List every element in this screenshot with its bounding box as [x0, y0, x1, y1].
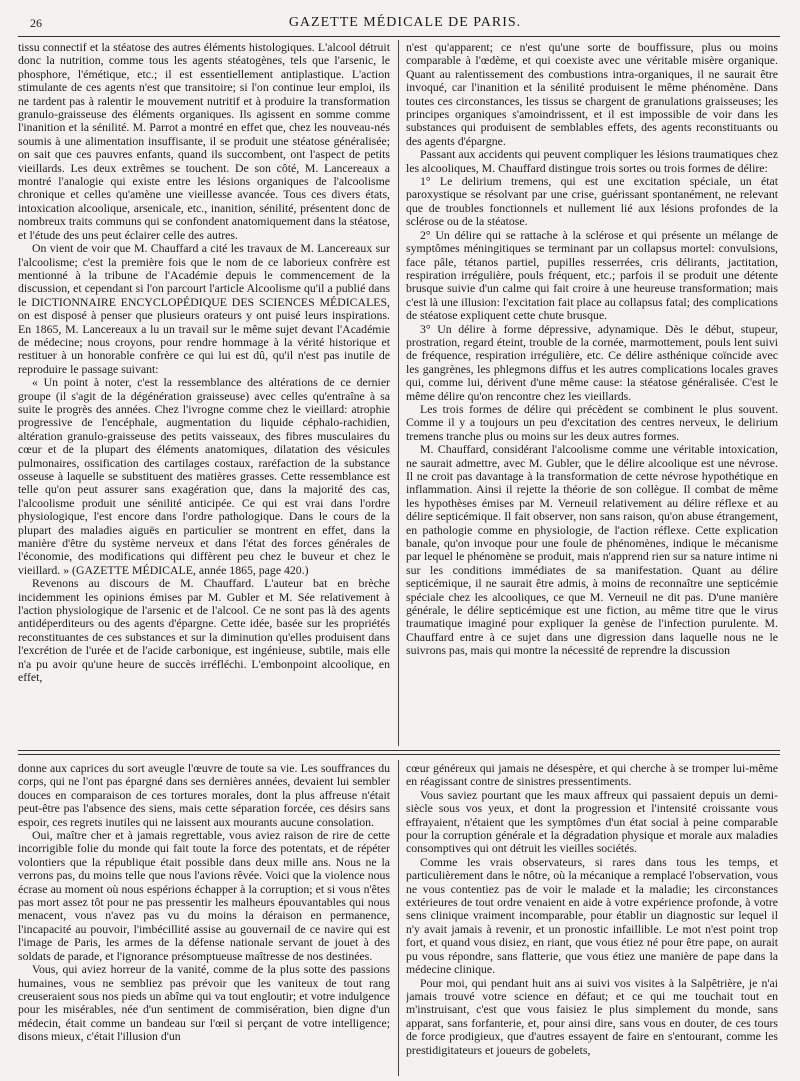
- lower-column-divider: [398, 760, 399, 1076]
- lower-left-column: [18, 762, 390, 1074]
- paragraph: Revenons au discours de M. Chauffard. L'auteur bat en brèche incidemment les opinions émises par M. Gubler et M. Sée relativement à l'action physiologique de l'arsenic et de l'alcool. Ce ne sont pas là des agents antidéperditeurs ou des agents d'épargne. Cette idée, basée sur les propriétés reconstituantes de ces substances et sur la diminution qu'elles produisent dans l'excrétion de l'urée et de l'acide carbonique, est ingénieuse, subtile, mais elle n'a pu avoir qu'une heure de succès irréfléchi. L'embonpoint alcoolique, en effet,: [18, 576, 390, 685]
- paragraph: Vous, qui aviez horreur de la vanité, comme de la plus sotte des passions humaines, vous ne sembliez pas prévoir que les vaniteux de tout rang creuseraient sous nos pieds un abîme qui va tout engloutir; et votre indulgence pour les misérables, née d'un sentiment de commisération, bien digne d'un médecin, était comme un bandeau sur l'œil si perçant de votre intelligence; disons mieux, c'était l'illusion d'un: [18, 962, 390, 1044]
- paragraph: Oui, maître cher et à jamais regrettable, vous aviez raison de rire de cette incorrigible folie du monde qui fait toute la force des potentats, et de répéter volontiers que la république était possible dans deux mille ans. Nous ne la verrons pas, du moins telle que nous l'avions rêvée. Voici que la violence nous écrase au moment où nous espérions échapper à la corruption; et si vous n'êtes pas mort assez tôt pour ne pas pressentir les malheurs épouvantables qui nous menacent, vous n'avez pas vu du moins la déraison en permanence, l'incapacité au pouvoir, l'imbécillité assise au gouvernail de ce navire qui est l'image de Paris, les armes de la défense nationale servant de jouet à des soldats de parade, et l'ignorance présomptueuse maîtresse de nos destinées.: [18, 828, 390, 963]
- upper-left-column: [18, 41, 390, 743]
- paragraph: cœur généreux qui jamais ne désespère, et qui cherche à se tromper lui-même en réagissant contre de sinistres pressentiments.: [406, 762, 778, 789]
- list-item-paragraph: 3° Un délire à forme dépressive, adynamique. Dès le début, stupeur, prostration, regard éteint, trouble de la cornée, marmottement, pouls lent suivi de fréquence, respiration irrégulière, etc. Ce délire asthénique coïncide avec les gangrènes, les phlegmons diffus et les autres complications locales graves qui, comme lui, dérivent d'une même cause: la stéatose généralisée. C'est le même délire qu'on rencontre chez les vieillards.: [406, 321, 778, 403]
- paragraph: Vous saviez pourtant que les maux affreux qui passaient depuis un demi-siècle sous vos yeux, et dont la progression et l'intensité croissante vous effrayaient, n'étaient que les symptômes d'un état social à peine comparable pour la corruption générale et la dégradation physique et morale aux maladies consomptives qui ont détruit les vieilles sociétés.: [406, 787, 778, 856]
- section-separator-top: [18, 750, 780, 751]
- paragraph: Pour moi, qui pendant huit ans ai suivi vos visites à la Salpêtrière, je n'ai jamais trouvé votre science en défaut; et ce qui me touchait tout en m'instruisant, c'est que vous faisiez le plus simplement du monde, sans apparat, sans forfanterie, et, pour ainsi dire, sans vous en douter, de ces tours de force prodigieux, que d'autres essayent de faire en s'entourant, comme les prestidigitateurs et joueurs de gobelets,: [406, 975, 778, 1057]
- paragraph: Les trois formes de délire qui précèdent se combinent le plus souvent. Comme il y a toujours un peu d'excitation des centres nerveux, le delirium tremens tranche plus ou moins sur les deux autres formes.: [406, 401, 778, 443]
- upper-right-column: [406, 41, 778, 743]
- paragraph: Comme les vrais observateurs, si rares dans tous les temps, et particulièrement dans le nôtre, où la mécanique a remplacé l'observation, vous ne vous contentiez pas de voir le malade et la maladie; les circonstances extérieures de tout ordre venaient en aide à votre expérience profonde, à votre sens clinique vraiment incomparable, pour établir un diagnostic sur lequel il n'y avait jamais à revenir, et un pronostic infaillible. Le mot n'est point trop fort, et quand vous disiez, en riant, que vous étiez né pour être pape, on aurait pu vous répondre, sans flatterie, que vous étiez une manière de pape dans la médecine clinique.: [406, 854, 778, 977]
- page-header: [30, 12, 780, 34]
- upper-column-divider: [398, 40, 399, 746]
- paragraph: Passant aux accidents qui peuvent compliquer les lésions traumatiques chez les alcooliques, M. Chauffard distingue trois sortes ou trois formes de délire:: [406, 147, 778, 175]
- section-separator-bottom: [18, 754, 780, 755]
- paragraph: On vient de voir que M. Chauffard a cité les travaux de M. Lancereaux sur l'alcoolisme; c'est la première fois que le nom de ce laborieux confrère est mentionné à la tribune de l'Académie depuis le commencement de la discussion, et cependant si l'on parcourt l'article Alcoolisme qu'il a publié dans le DICTIONNAIRE ENCYCLOPÉDIQUE DES SCIENCES MÉDICALES, on est disposé à penser que plusieurs orateurs y ont puisé leurs inspirations. En 1865, M. Lancereaux a lu un travail sur le même sujet devant l'Académie de médecine; nous croyons, pour rendre hommage à la vérité historique et restituer à un honorable confrère ce qui lui est dû, qu'il n'est pas inutile de reproduire le passage suivant:: [18, 241, 390, 376]
- journal-title: GAZETTE MÉDICALE DE PARIS.: [288, 15, 522, 30]
- paragraph: n'est qu'apparent; ce n'est qu'une sorte de bouffissure, plus ou moins comparable à l'œdème, et qui coexiste avec une véritable misère organique. Quant au ralentissement des combustions intra-organiques, il ne saurait être invoqué, car l'inanition et la sénilité produisent le même phénomène. Dans toutes ces circonstances, les tissus se chargent de granulations graisseuses; les principes organiques s'amoindrissent, et il est impossible de voir dans les substances qui produisent de semblables effets, des agents reconstituants ou des agents d'épargne.: [406, 41, 778, 148]
- paragraph: tissu connectif et la stéatose des autres éléments histologiques. L'alcool détruit donc la nutrition, comme tous les agents stéatogènes, tels que l'arsenic, le phosphore, l'émétique, etc.; il est essentiellement antiplastique. L'action stimulante de ces agents n'est que transitoire; si l'on continue leur emploi, ils ne tardent pas à ralentir le mouvement nutritif et à produire la transformation granulo-graisseuse des éléments organiques. Ils agissent en somme comme l'inanition et la sénilité. M. Parrot a montré en effet que, chez les nouveau-nés soumis à une alimentation insuffisante, il se produit une stéatose généralisée; on sait que ces pauvres enfants, quand ils succombent, ont l'aspect de petits vieillards. Les deux extrêmes se touchent. De son côté, M. Lancereaux a montré l'analogie qui existe entre les lésions organiques de l'alcoolisme chronique et celles qu'amène une vieillesse avancée. Tous ces divers états, intoxication alcoolique, arsenicale, etc., inanition, sénilité, présentent donc de nombreux traits communs qui se confondent anatomiquement dans la stéatose, et l'étude des uns peut éclairer celle des autres.: [18, 41, 390, 242]
- header-rule: [18, 36, 780, 37]
- page-number: 26: [30, 16, 42, 30]
- paragraph: donne aux caprices du sort aveugle l'œuvre de toute sa vie. Les souffrances du corps, qui ne l'ont pas épargné dans ses dernières années, devaient lui sembler douces en comparaison de ces tortures morales, dont la plus affreuse n'était peut-être pas l'absence des siens, mais cette séparation forcée, ces désirs sans espoir, ces regrets inutiles qui ne laissent aux mourants aucune consolation.: [18, 762, 390, 829]
- list-item-paragraph: 1° Le delirium tremens, qui est une excitation spéciale, un état paroxystique se résolvant par une crise, guérissant spontanément, ne relevant que de troubles fonctionnels et nullement lié aux lésions profondes de la sclérose ou de la stéatose.: [406, 174, 778, 229]
- lower-right-column: [406, 762, 778, 1074]
- list-item-paragraph: 2° Un délire qui se rattache à la sclérose et qui présente un mélange de symptômes méningitiques se terminant par un collapsus mortel: convulsions, face pâle, tétanos partiel, pupilles resserrées, cris délirants, jactitation, respiration irrégulière, pouls fréquent, etc.; parfois il se produit une détente brusque suivie d'un calme qui fait croire à une heureuse transformation; mais c'est là une illusion: l'excitation fait place au collapsus fatal; des complications de stéatose expliquent cette chute brusque.: [406, 227, 778, 323]
- paragraph: M. Chauffard, considérant l'alcoolisme comme une véritable intoxication, ne saurait admettre, avec M. Gubler, que le délire alcoolique est une névrose. Il ne croit pas davantage à la transformation de cette névrose hypothétique en inflammation. Ainsi il rejette la théorie de son collègue. Il combat de même les hypothèses émises par M. Verneuil relativement au délire réflexe et au délire septicémique. Il fait observer, non sans raison, qu'on abuse étrangement, en pathologie comme en physiologie, de l'action réflexe. Cette explication banale, qu'on invoque pour une foule de phénomènes, indique le mécanisme par lequel le phénomène se produit, mais n'apprend rien sur sa nature intime ni sur les conditions immédiates de sa manifestation. Quant au délire septicémique, il ne saurait être admis, à moins de reconnaître une septicémie spéciale chez les alcooliques, ce que M. Verneuil ne dit pas. D'une manière générale, le délire septicémique est une fiction, au même titre que le virus traumatique imaginé pour expliquer la genèse de l'infection purulente. M. Chauffard entre à ce sujet dans une digression dans laquelle nous ne le suivrons pas, mais qui montre la nécessité de reprendre la discussion: [406, 442, 778, 658]
- quote-paragraph: « Un point à noter, c'est la ressemblance des altérations de ce dernier groupe (il s'agit de la dégénération graisseuse) avec celles qu'entraîne à sa suite le progrès des années. Chez l'ivrogne comme chez le vieillard: atrophie progressive de l'encéphale, augmentation du liquide céphalo-rachidien, altération granulo-graisseuse des petits vaisseaux, des fibres musculaires du cœur et de la plupart des éléments anatomiques, dilatation des vésicules pulmonaires, ossification des cartilages costaux, raréfaction de la substance osseuse à laquelle se substituent des matières grasses. Cette ressemblance est telle qu'on peut assurer sans exagération que, dans la majorité des cas, l'alcoolisme produit une sénilité anticipée. Ce qui est vrai dans l'ordre physiologique, l'est encore dans l'ordre pathologique. Dans le cours de la plupart des maladies aiguës en particulier se montrent en effet, dans la manière d'être du système nerveux et dans l'état des forces générales de l'économie, des modifications qui diffèrent peu chez le buveur et chez le vieillard. » (GAZETTE MÉDICALE, année 1865, page 420.): [18, 375, 390, 577]
